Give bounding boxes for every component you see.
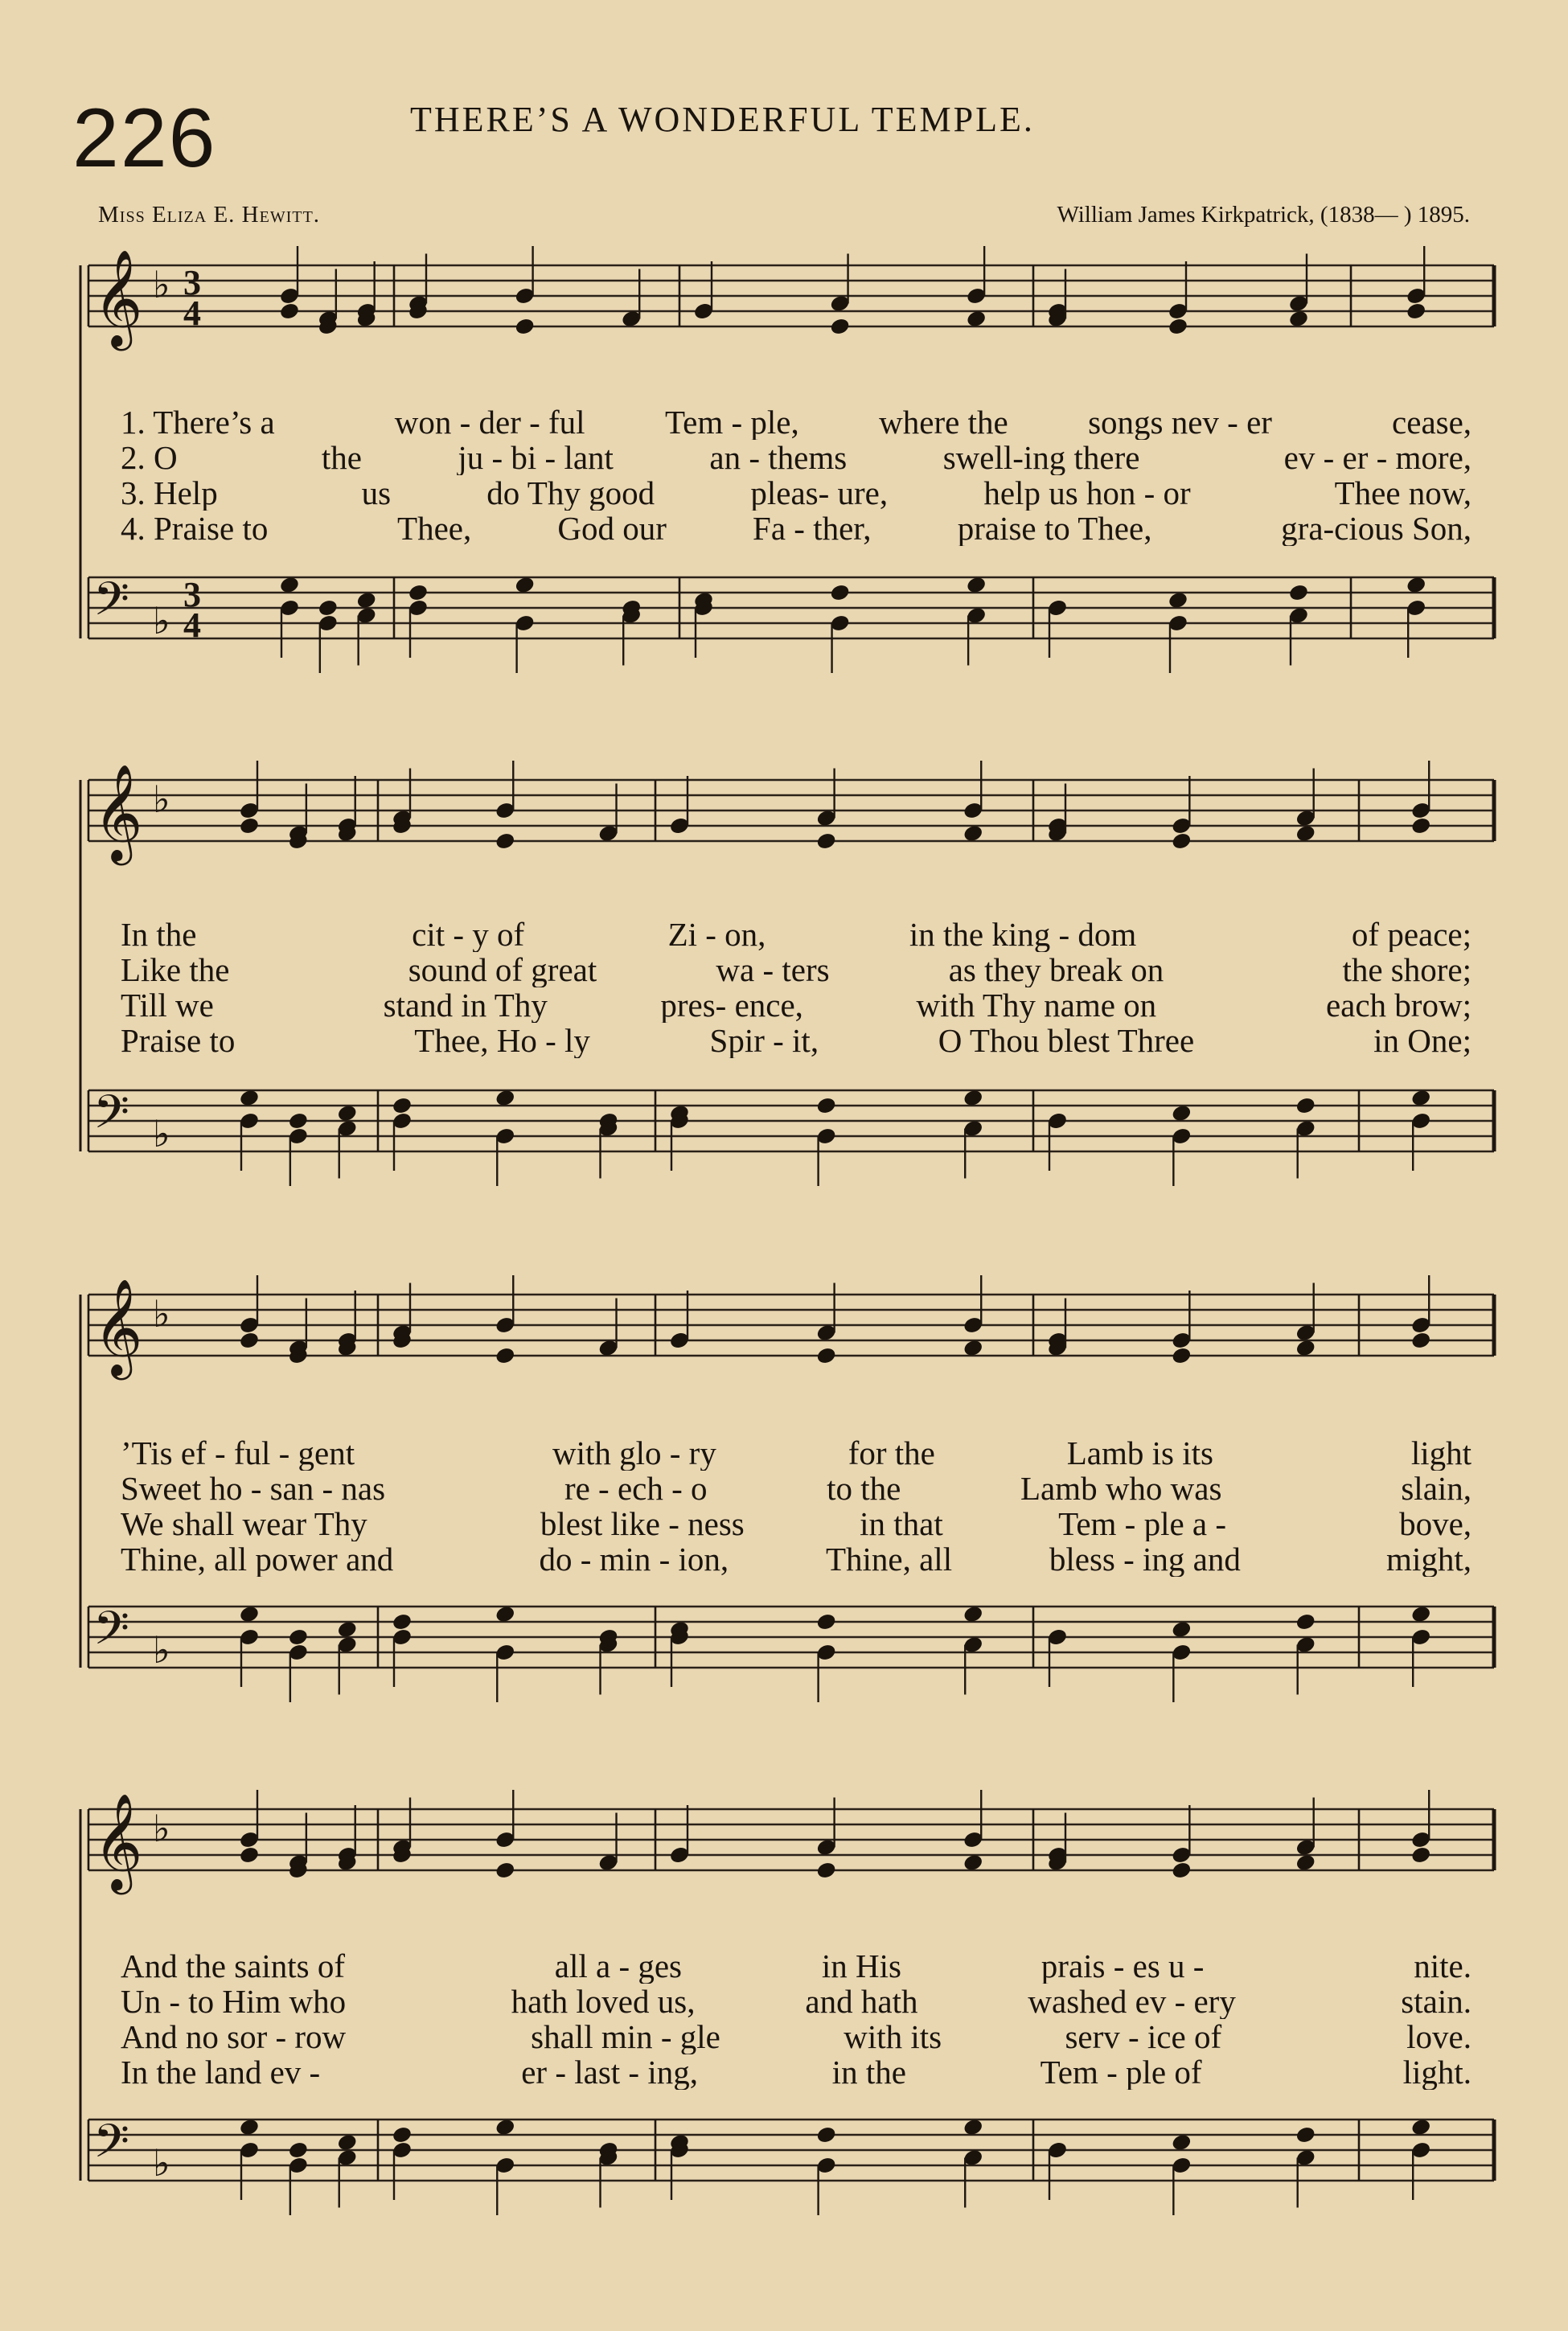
note-head (495, 1346, 516, 1365)
lyric-segment: light. (1402, 2054, 1472, 2090)
verse-line (121, 1023, 1472, 1058)
lyric-segment: hath loved us, (511, 1984, 696, 2019)
lyric-segment: pres- ence, (660, 987, 803, 1023)
lyric-segment: 4. Praise to (121, 511, 269, 546)
lyric-segment: We shall wear Thy (121, 1506, 367, 1541)
verse-line (121, 404, 1472, 440)
lyric-segment: light (1410, 1435, 1472, 1471)
lyric-segment: shall min - gle (531, 2019, 720, 2054)
lyric-segment: in the king - dom (909, 917, 1137, 952)
lyric-segment: nite. (1414, 1948, 1472, 1984)
lyric-segment: Lamb is its (1066, 1435, 1213, 1471)
lyric-segment: with glo - ry (552, 1435, 716, 1471)
lyric-segment: songs nev - er (1088, 404, 1272, 440)
verse-line (121, 1948, 1472, 1984)
lyric-segment: all a - ges (554, 1948, 682, 1984)
lyric-segment: cease, (1392, 404, 1472, 440)
lyric-segment: with its (844, 2019, 942, 2054)
lyric-segment: washed ev - ery (1028, 1984, 1236, 2019)
note-head (815, 1096, 837, 1115)
note-head (1410, 816, 1432, 835)
note-head (1171, 1861, 1192, 1880)
lyric-segment: blest like - ness (540, 1506, 745, 1541)
note-head (815, 1612, 837, 1631)
verse-line (121, 917, 1472, 952)
verse-line (121, 2054, 1472, 2090)
lyric-segment: sound of great (408, 952, 597, 987)
verse-line (121, 1541, 1472, 1577)
lyric-segment: Tem - ple, (664, 404, 799, 440)
hymn-title: THERE’S A WONDERFUL TEMPLE. (410, 100, 1035, 139)
lyric-segment: each brow; (1325, 987, 1472, 1023)
lyric-segment: prais - es u - (1041, 1948, 1205, 1984)
lyric-segment: ev - er - more, (1283, 440, 1472, 475)
note-head (239, 1845, 261, 1865)
verse-line (121, 1435, 1472, 1471)
lyric-segment: the (321, 440, 362, 475)
note-head (287, 2140, 309, 2160)
key-flat: ♭ (153, 2143, 170, 2184)
note-head (495, 831, 516, 851)
note-head (239, 1331, 261, 1350)
time-sig-bottom: 4 (183, 293, 201, 333)
lyric-segment: an - thems (709, 440, 848, 475)
lyric-segment: Un - to Him who (121, 1984, 347, 2019)
lyric-segment: Thee, Ho - ly (414, 1023, 590, 1058)
note-head (514, 317, 536, 336)
note-head (392, 2125, 413, 2144)
lyric-segment: cit - y of (412, 917, 525, 952)
note-head (317, 598, 339, 618)
lyric-segment: 1. There’s a (121, 404, 275, 440)
lyric-segment: 2. O (121, 440, 178, 475)
lyric-segment: And no sor - row (121, 2019, 347, 2054)
note-head (279, 302, 301, 321)
lyric-segment: with Thy name on (916, 987, 1157, 1023)
lyric-segment: where the (879, 404, 1008, 440)
lyric-segment: er - last - ing, (521, 2054, 698, 2090)
note-head (815, 831, 837, 851)
note-head (392, 1612, 413, 1631)
lyric-segment: pleas- ure, (750, 475, 889, 511)
lyric-segment: God our (557, 511, 667, 546)
lyric-segment: as they break on (948, 952, 1164, 987)
lyric-segment: stain. (1401, 1984, 1472, 2019)
key-flat: ♭ (153, 1294, 170, 1335)
lyric-segment: us (361, 475, 392, 511)
lyric-segment: might, (1386, 1541, 1472, 1577)
lyric-segment: Thee, (397, 511, 472, 546)
hymn-number: 226 (72, 92, 217, 185)
note-head (1410, 1845, 1432, 1865)
time-sig-top: 3 (183, 575, 201, 614)
lyric-segment: to the (827, 1471, 901, 1506)
lyric-segment: in His (821, 1948, 901, 1984)
note-head (829, 317, 851, 336)
lyric-segment: do Thy good (486, 475, 655, 511)
lyric-segment: In the land ev - (121, 2054, 321, 2090)
note-head (1295, 1612, 1316, 1631)
lyric-segment: gra-cious Son, (1281, 511, 1472, 546)
lyric-segment: swell-ing there (942, 440, 1140, 475)
note-head (1295, 1096, 1316, 1115)
lyricist-credit: Miss Eliza E. Hewitt. (98, 202, 321, 228)
lyric-segment: in One; (1373, 1023, 1472, 1058)
lyric-segment: of peace; (1351, 917, 1472, 952)
lyric-segment: bove, (1399, 1506, 1472, 1541)
note-head (239, 816, 261, 835)
note-head (1288, 583, 1310, 602)
note-head (815, 2125, 837, 2144)
lyrics-system-4 (121, 1948, 1472, 2090)
lyric-segment: Like the (121, 952, 230, 987)
lyric-segment: re - ech - o (564, 1471, 708, 1506)
time-sig-bottom: 4 (183, 605, 201, 645)
lyric-segment: Spir - it, (709, 1023, 819, 1058)
key-flat: ♭ (153, 601, 170, 642)
bass-clef: 𝄢 (93, 572, 130, 638)
note-head (1168, 317, 1189, 336)
note-head (1295, 2125, 1316, 2144)
verse-line (121, 987, 1472, 1023)
lyric-segment: Sweet ho - san - nas (121, 1471, 386, 1506)
bass-clef: 𝄢 (93, 1601, 130, 1667)
bass-clef: 𝄢 (93, 2114, 130, 2180)
lyric-segment: in the (831, 2054, 906, 2090)
lyric-segment: Lamb who was (1020, 1471, 1222, 1506)
lyric-segment: help us hon - or (983, 475, 1191, 511)
note-head (1410, 1331, 1432, 1350)
note-head (815, 1861, 837, 1880)
lyric-segment: do - min - ion, (539, 1541, 729, 1577)
lyric-segment: ju - bi - lant (458, 440, 614, 475)
lyric-segment: serv - ice of (1065, 2019, 1222, 2054)
treble-clef: 𝄞 (93, 1278, 143, 1376)
lyric-segment: and hath (805, 1984, 918, 2019)
time-sig-top: 3 (183, 263, 201, 302)
lyrics-system-2 (121, 917, 1472, 1058)
lyric-segment: Tem - ple a - (1058, 1506, 1227, 1541)
lyric-segment: Thine, all power and (121, 1541, 394, 1577)
lyric-segment: Thine, all (825, 1541, 953, 1577)
note-head (815, 1346, 837, 1365)
key-flat: ♭ (153, 265, 170, 306)
verse-line (121, 1471, 1472, 1506)
verse-line (121, 1506, 1472, 1541)
note-head (408, 583, 429, 602)
treble-clef: 𝄞 (93, 763, 143, 861)
lyric-segment: wa - ters (716, 952, 830, 987)
verse-line (121, 1984, 1472, 2019)
note-head (495, 1861, 516, 1880)
note-head (1171, 1346, 1192, 1365)
composer-credit: William James Kirkpatrick, (1838— ) 1895. (1057, 202, 1470, 228)
key-flat: ♭ (153, 1630, 170, 1671)
note-head (1406, 302, 1427, 321)
lyric-segment: for the (848, 1435, 935, 1471)
treble-clef: 𝄞 (93, 248, 143, 347)
key-flat: ♭ (153, 779, 170, 820)
lyric-segment: Tem - ple of (1040, 2054, 1202, 2090)
lyric-segment: And the saints of (121, 1948, 345, 1984)
note-head (1171, 831, 1192, 851)
note-head (287, 1627, 309, 1647)
lyric-segment: ’Tis ef - ful - gent (121, 1435, 355, 1471)
lyric-segment: love. (1406, 2019, 1472, 2054)
lyric-segment: 3. Help (121, 475, 218, 511)
note-head (392, 1096, 413, 1115)
lyrics-system-1 (121, 404, 1472, 546)
lyric-segment: bless - ing and (1049, 1541, 1241, 1577)
note-head (829, 583, 851, 602)
key-flat: ♭ (153, 1114, 170, 1155)
treble-clef: 𝄞 (93, 1792, 143, 1890)
lyric-segment: Till we (121, 987, 214, 1023)
lyric-segment: won - der - ful (394, 404, 585, 440)
verse-line (121, 511, 1472, 546)
lyric-segment: Praise to (121, 1023, 236, 1058)
key-flat: ♭ (153, 1808, 170, 1849)
lyric-segment: in that (860, 1506, 943, 1541)
lyric-segment: slain, (1401, 1471, 1472, 1506)
note-head (287, 1111, 309, 1131)
lyric-segment: O Thou blest Three (938, 1023, 1195, 1058)
verse-line (121, 952, 1472, 987)
lyric-segment: praise to Thee, (957, 511, 1152, 546)
lyric-segment: Zi - on, (667, 917, 766, 952)
verse-line (121, 440, 1472, 475)
verse-line (121, 2019, 1472, 2054)
verse-line (121, 475, 1472, 511)
lyric-segment: Fa - ther, (753, 511, 872, 546)
lyric-segment: In the (121, 917, 197, 952)
lyrics-system-3 (121, 1435, 1472, 1577)
lyric-segment: the shore; (1342, 952, 1472, 987)
lyric-segment: Thee now, (1334, 475, 1472, 511)
lyric-segment: stand in Thy (383, 987, 548, 1023)
bass-clef: 𝄢 (93, 1085, 130, 1151)
